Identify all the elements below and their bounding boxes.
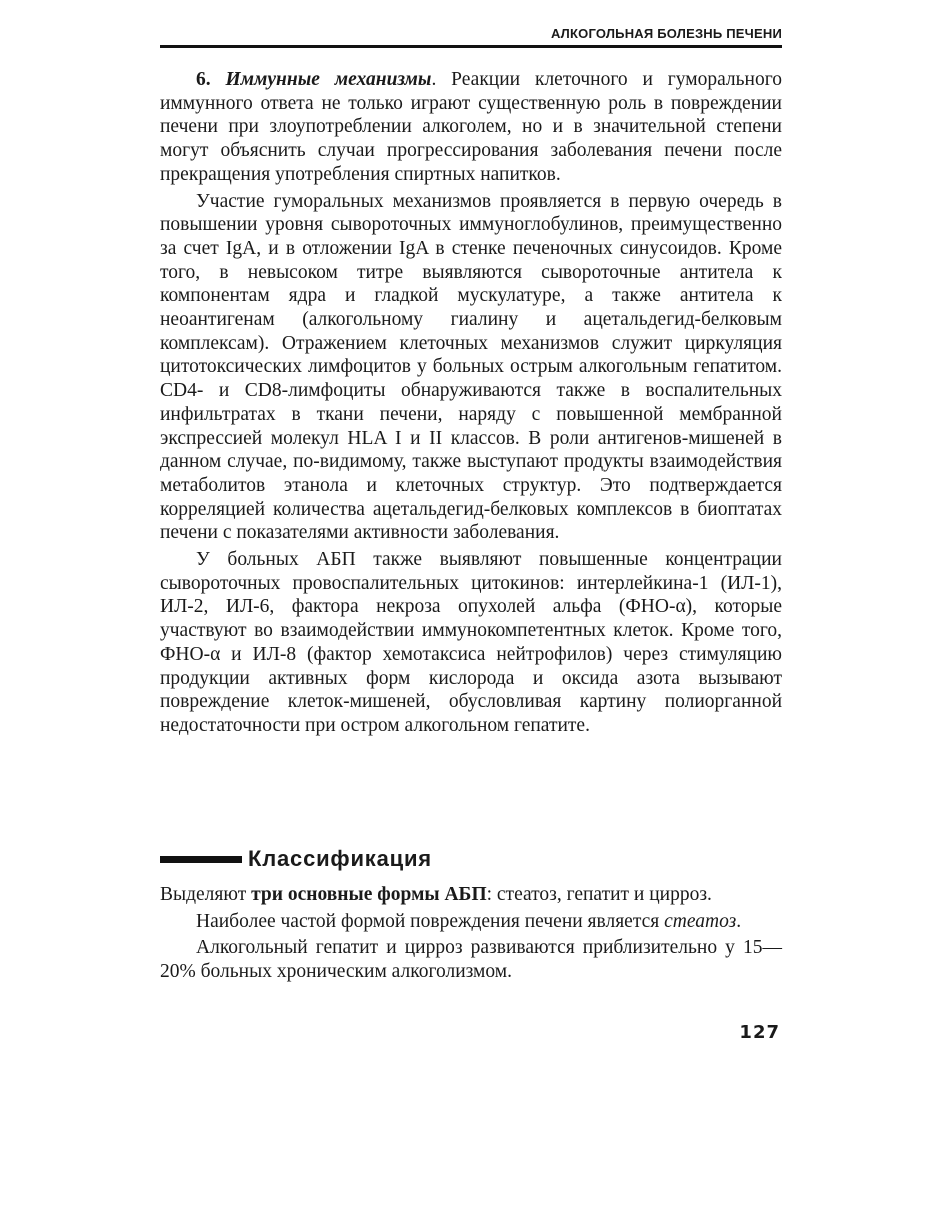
section-heading [160,845,782,873]
paragraph-cytokines: У больных АБП также выявляют повышенные концентрации сывороточных провоспалительных цитокинов: интерлейкина-1 (ИЛ-1), ИЛ-2, ИЛ-6, фактора некроза опухолей альфа (ФНО-α), которые участвуют во взаимодействии иммунокомпетентных клеток. Кроме того, ФНО-α и ИЛ-8 (фактор хемотаксиса нейтрофилов) через стимуляцию продукции активных форм кислорода и оксида азота вызывают повреждение клеток-мишеней, обусловливая картину полиорганной недостаточности при остром алкогольном гепатите. [160,549,782,736]
paragraph-prevalence: Алкогольный гепатит и цирроз развиваются приблизительно у 15—20% больных хроническим алкоголизмом. [160,937,782,983]
paragraph-text: . Реакции клеточного и гуморального иммунного ответа не только играют существенную роль в повреждении печени при злоупотреблении алкоголем, но и в значительной степени могут объяснить случаи прогрессирования заболевания печени после прекращения употребления спиртных напитков. [160,69,782,185]
paragraph-immune-intro [160,68,782,187]
running-head: АЛКОГОЛЬНАЯ БОЛЕЗНЬ ПЕЧЕНИ [550,26,782,41]
item-heading: Иммунные механизмы [225,69,432,90]
paragraph-forms: Выделяют три основные формы АБП: стеатоз, гепатит и цирроз. [160,884,712,905]
page-number: 127 [739,1022,780,1043]
section-bar-decoration [160,856,242,863]
header-rule [160,45,782,48]
paragraph-steatosis: Наиболее частой формой повреждения печени является стеатоз. [196,910,742,932]
italic-term: стеатоз [664,910,737,932]
immune-mechanisms-section [160,68,782,741]
bold-phrase: три основные формы АБП [251,884,487,905]
item-number: 6. [196,69,211,90]
section-title: Классификация [248,846,432,871]
paragraph-humoral: Участие гуморальных механизмов проявляется в первую очередь в повышении уровня сывороточных иммуноглобулинов, преимущественно за счет IgA, и в отложении IgA в стенке печеночных синусоидов. Кроме того, в невысоком титре выявляются сывороточные антитела к компонентам ядра и гладкой мускулатуре, а также антитела к неоантигенам (алкогольному гиалину и ацетальдегид-белковым комплексам). Отражением клеточных механизмов служит циркуляция цитотоксических лимфоцитов у больных острым алкогольным гепатитом. CD4- и CD8-лимфоциты обнаруживаются также в воспалительных инфильтратах в ткани печени, наряду с повышенной мембранной экспрессией молекул HLA I и II классов. В роли антигенов-мишеней в данном случае, по-видимому, также выступают продукты взаимодействия метаболитов этанола и клеточных структур. Это подтверждается корреляцией количества ацетальдегид-белковых комплексов в биоптатах печени с показателями активности заболевания. [160,190,782,544]
classification-section [160,883,782,987]
